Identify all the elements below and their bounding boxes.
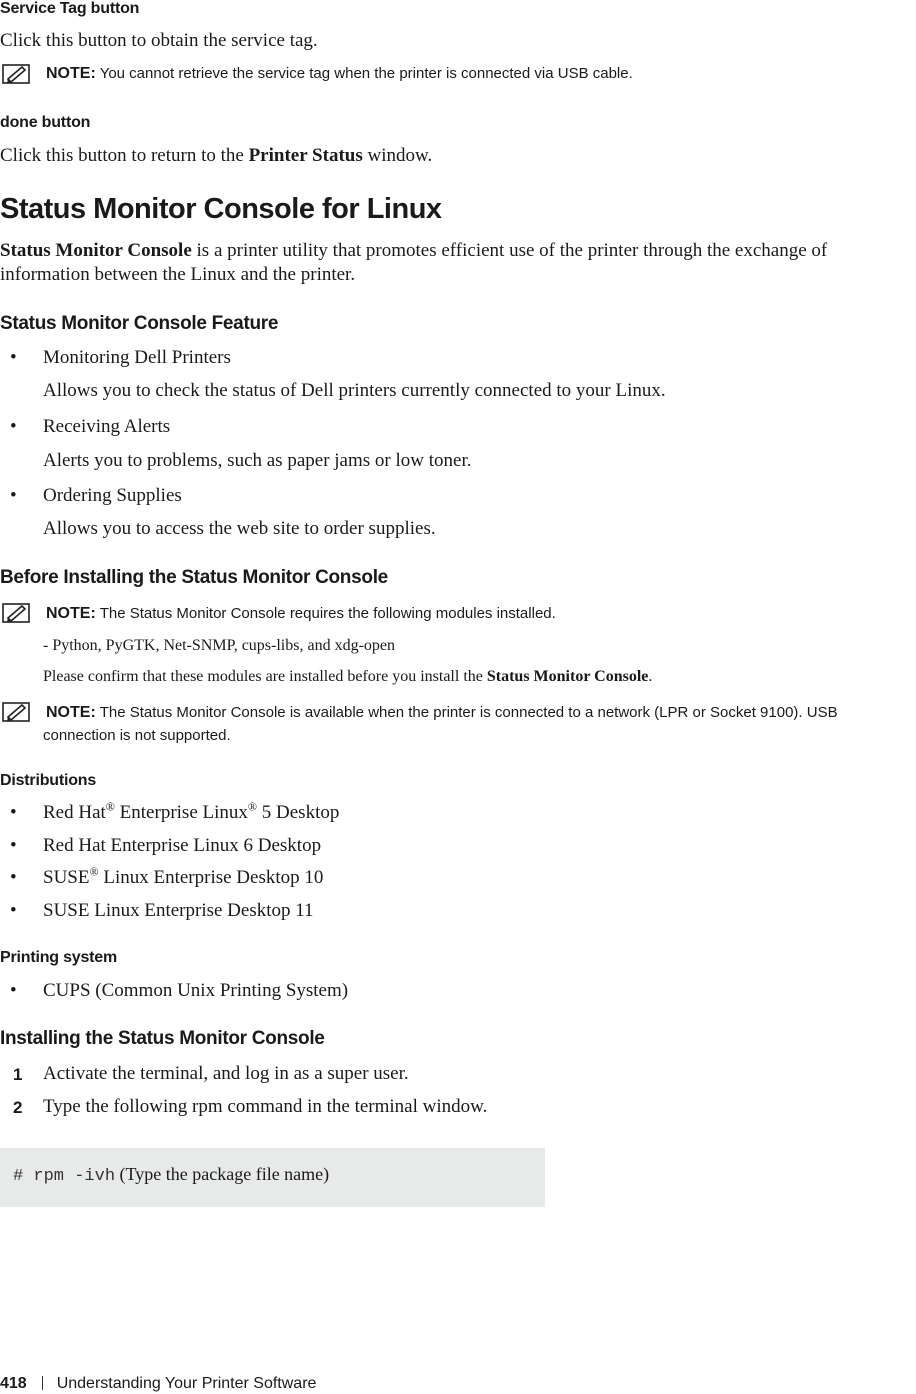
feature-title: Monitoring Dell Printers [43,347,231,368]
section-title: Understanding Your Printer Software [56,1375,317,1392]
bullet: • [10,980,17,1001]
printing-item: CUPS (Common Unix Printing System) [43,980,349,1001]
bullet: • [10,900,17,921]
note-pencil-icon [2,603,30,623]
bullet: • [10,835,17,856]
done-heading: done button [0,114,91,131]
page-number: 418 [0,1375,27,1392]
distribution-item: SUSE® Linux Enterprise Desktop 10 [43,864,324,888]
confirm-text: Please confirm that these modules are installed before you install the Status Monitor Console. [43,668,653,685]
intro-line-1: Status Monitor Console is a printer utility that promotes efficient use of the printer through the exchange of [0,240,828,261]
distribution-item: SUSE Linux Enterprise Desktop 11 [43,900,314,921]
modules-list: - Python, PyGTK, Net-SNMP, cups-libs, and xdg-open [43,637,395,654]
feature-desc: Allows you to access the web site to order supplies. [43,518,436,539]
code-block [0,1148,545,1207]
distributions-heading: Distributions [0,772,97,789]
service-tag-heading: Service Tag button [0,0,140,17]
bullet: • [10,867,17,888]
step-text: Activate the terminal, and log in as a super user. [43,1063,409,1084]
bullet: • [10,416,17,437]
intro-line-2: information between the Linux and the printer. [0,264,356,285]
features-heading: Status Monitor Console Feature [0,313,279,334]
bullet: • [10,347,17,368]
network-note-line-2: connection is not supported. [43,727,231,744]
feature-desc: Allows you to check the status of Dell printers currently connected to your Linux. [43,380,666,401]
printing-heading: Printing system [0,949,118,966]
before-install-heading: Before Installing the Status Monitor Console [0,567,388,588]
done-desc: Click this button to return to the Printer Status window. [0,145,433,166]
step-number: 2 [13,1098,23,1117]
feature-title: Receiving Alerts [43,416,171,437]
network-note: NOTE: The Status Monitor Console is available when the printer is connected to a network (LPR or Socket 9100). USB [46,704,838,721]
installing-heading: Installing the Status Monitor Console [0,1028,325,1049]
bullet: • [10,802,17,823]
footer-divider [42,1376,43,1390]
distribution-item: Red Hat® Enterprise Linux® 5 Desktop [43,799,340,823]
feature-title: Ordering Supplies [43,485,182,506]
note-pencil-icon [2,64,30,84]
service-tag-desc: Click this button to obtain the service tag. [0,30,318,51]
service-tag-note: NOTE: You cannot retrieve the service tag when the printer is connected via USB cable. [46,65,633,82]
bullet: • [10,485,17,506]
distribution-item: Red Hat Enterprise Linux 6 Desktop [43,835,322,856]
modules-note: NOTE: The Status Monitor Console requires the following modules installed. [46,605,556,622]
note-pencil-icon [2,702,30,722]
code-line: # rpm -ivh (Type the package file name) [13,1164,330,1186]
feature-desc: Alerts you to problems, such as paper jams or low toner. [43,450,472,471]
step-text: Type the following rpm command in the terminal window. [43,1096,488,1117]
step-number: 1 [13,1065,23,1084]
page-footer [0,1375,316,1393]
page-title: Status Monitor Console for Linux [0,193,442,225]
